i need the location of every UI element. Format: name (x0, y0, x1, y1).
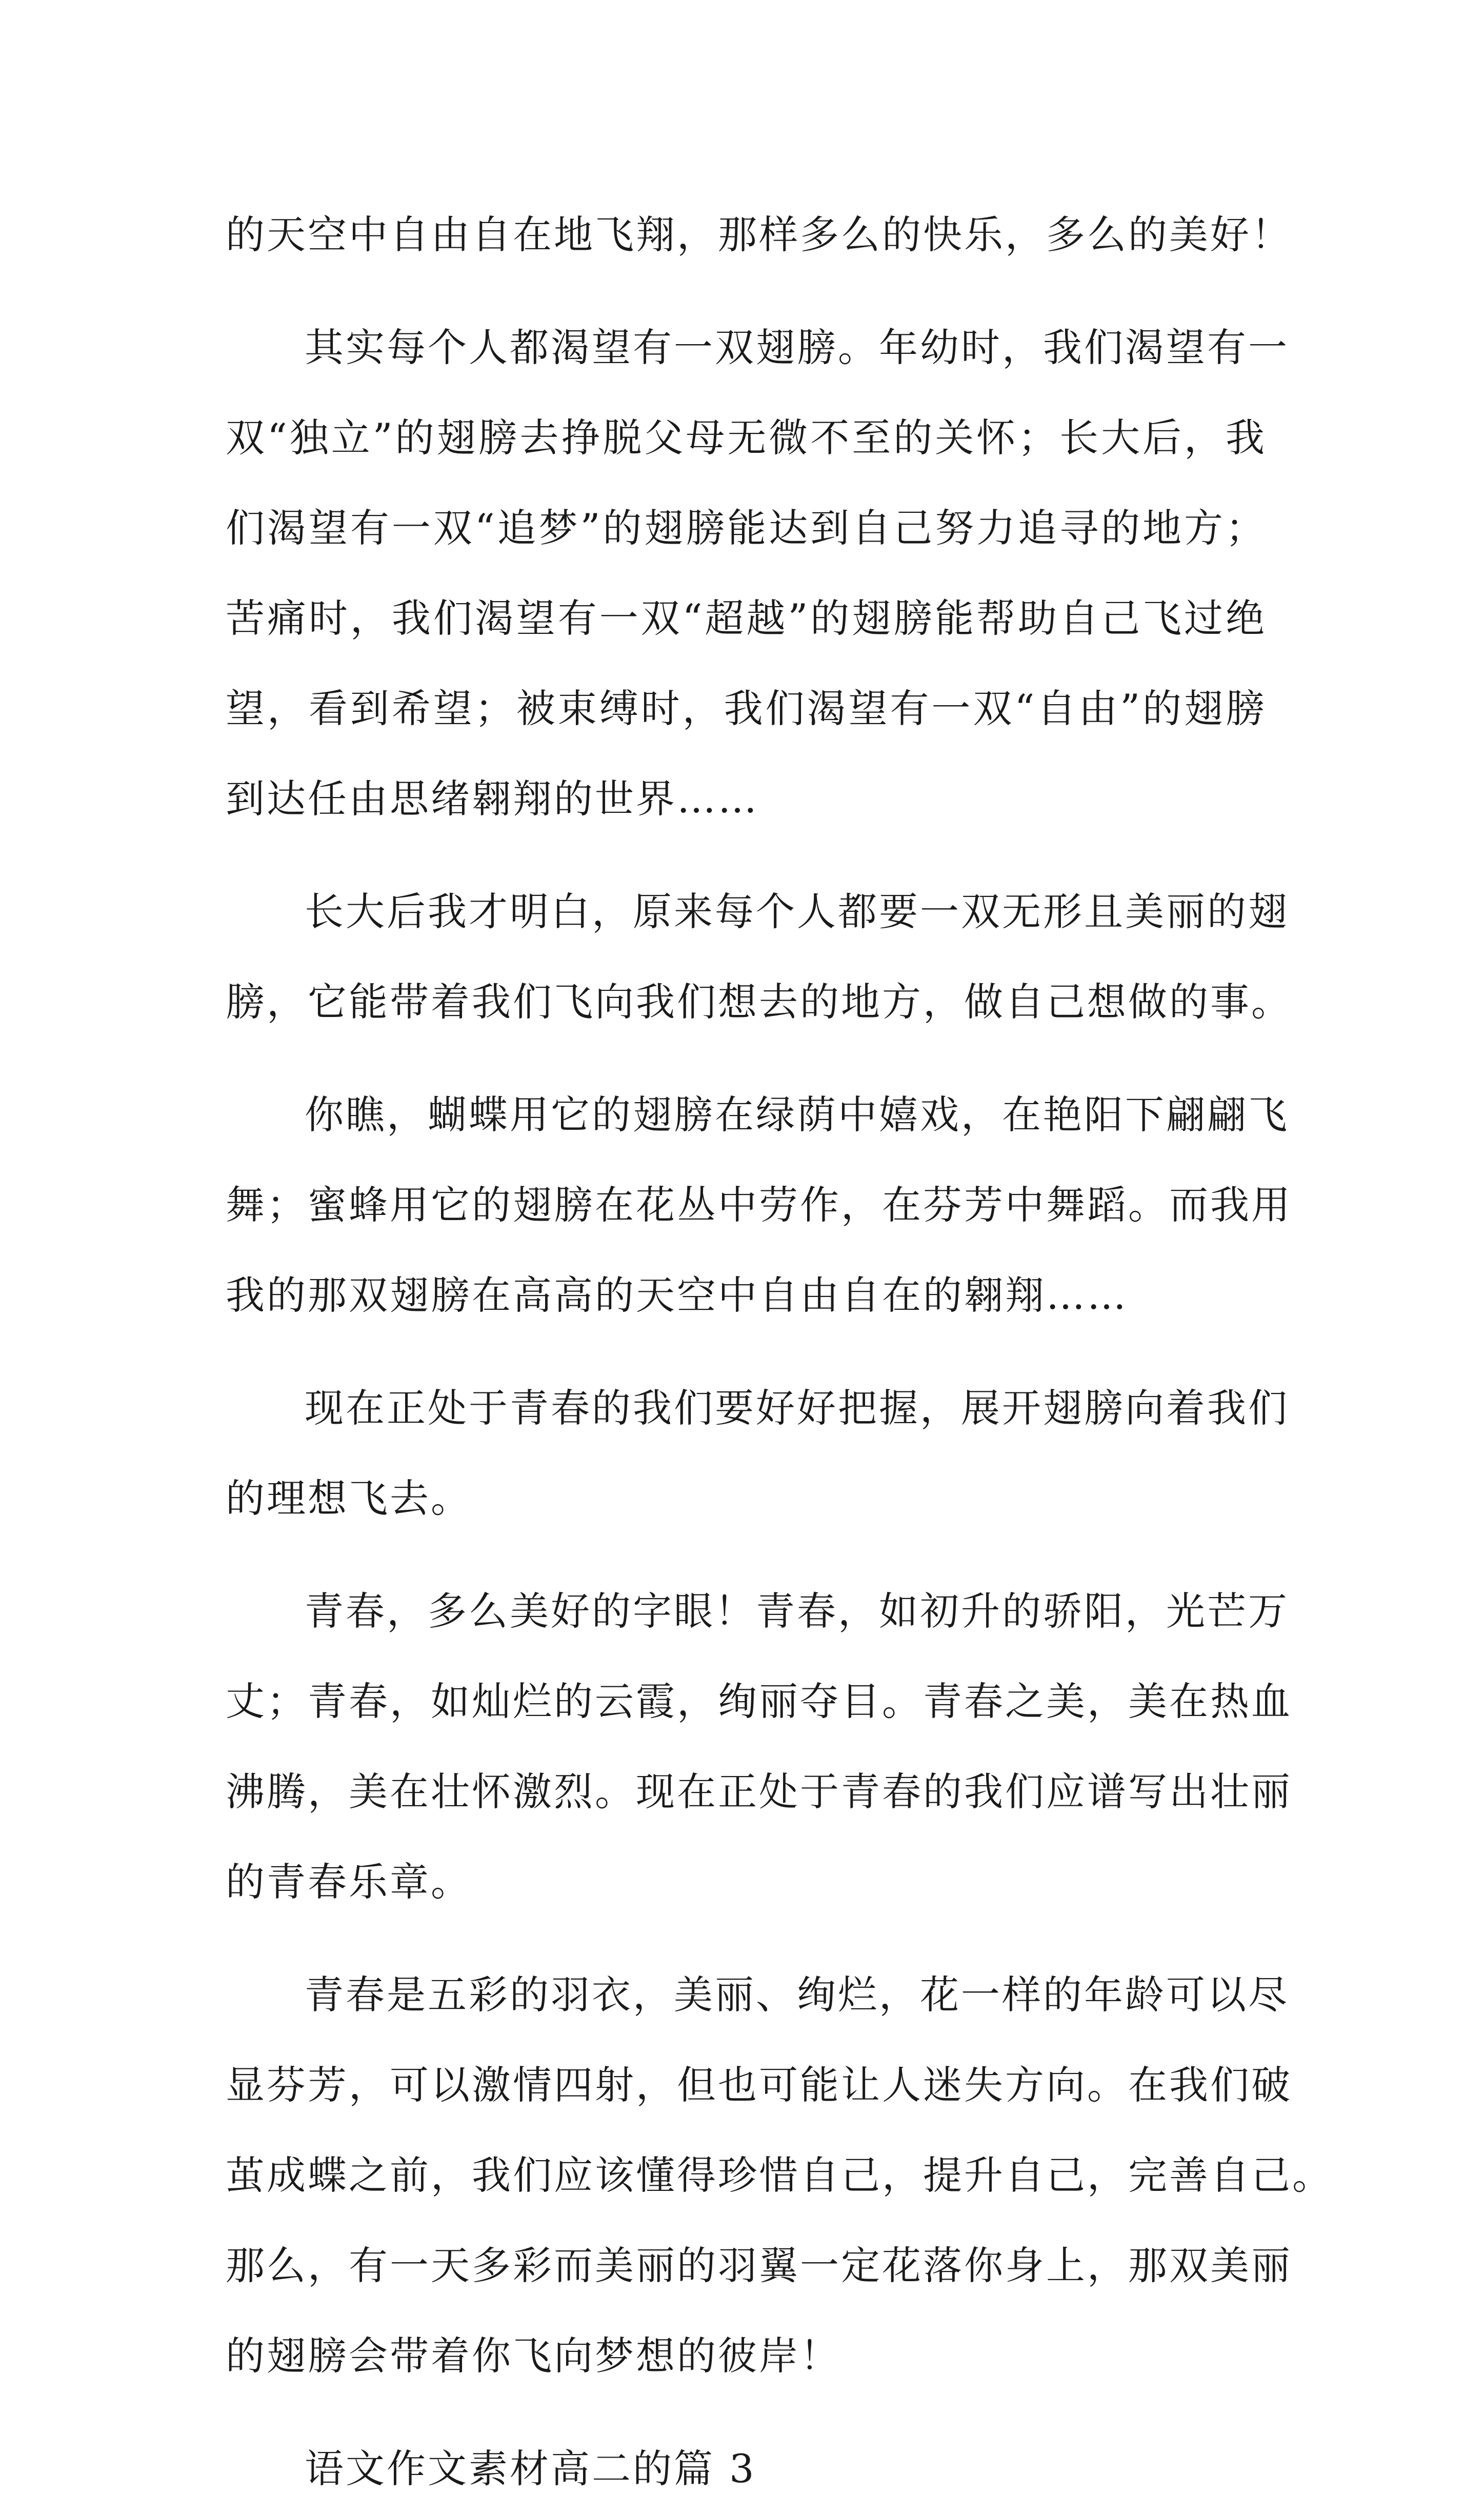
paragraph-gap (226, 1047, 1267, 1070)
text-line: 沸腾，美在壮怀激烈。现在正处于青春的我们应谱写出壮丽 (226, 1769, 1292, 1814)
text-line: 青春是五彩的羽衣，美丽、绚烂，花一样的年龄可以尽 (305, 1972, 1289, 2018)
text-line: 的翅膀会带着你飞向梦想的彼岸！ (226, 2333, 841, 2379)
text-line: 其实每个人都渴望有一双翅膀。年幼时，我们渴望有一 (305, 325, 1289, 370)
paragraph-gap (226, 1544, 1267, 1566)
text-line: 到达任由思绪翱翔的世界…… (226, 776, 759, 822)
paragraph-gap (226, 844, 1267, 867)
text-line: 的天空中自由自在地飞翔，那样多么的快乐，多么的美好！ (226, 212, 1292, 257)
text-line: 那么，有一天多彩而美丽的羽翼一定花落你身上，那双美丽 (226, 2243, 1292, 2288)
text-line: 的青春乐章。 (226, 1859, 472, 1905)
paragraph-gap (226, 280, 1267, 303)
text-line: 的理想飞去。 (226, 1475, 472, 1521)
text-line: 舞；蜜蜂用它的翅膀在花丛中劳作，在芬芳中舞蹈。而我用 (226, 1182, 1292, 1228)
paragraph-gap (226, 1927, 1267, 1950)
paragraph-gap (226, 1341, 1267, 1363)
text-line: 苦痛时，我们渴望有一双“超越”的翅膀能帮助自己飞过绝 (226, 595, 1267, 641)
text-line: 长大后我才明白，原来每个人都要一双无形且美丽的翅 (305, 889, 1289, 934)
essay-body (226, 190, 1333, 2514)
text-line: 望，看到希望；被束缚时，我们渴望有一双“自由”的翅膀 (226, 686, 1267, 731)
text-line: 膀，它能带着我们飞向我们想去的地方，做自己想做的事。 (226, 979, 1292, 1025)
text-line: 我的那双翅膀在高高的天空中自由自在的翱翔…… (226, 1272, 1128, 1318)
text-line: 显芬芳，可以激情四射，但也可能让人迷失方向。在我们破 (226, 2062, 1292, 2108)
paragraph-gap (226, 2401, 1267, 2424)
section-heading: 语文作文素材高二的篇 3 (305, 2446, 756, 2491)
text-line: 你瞧，蝴蝶用它的翅膀在绿荫中嬉戏，在艳阳下翩翩飞 (305, 1092, 1289, 1138)
text-line: 现在正处于青春的我们要好好把握，展开翅膀向着我们 (305, 1385, 1289, 1431)
text-line: 茧成蝶之前，我们应该懂得珍惜自己，提升自己，完善自己。 (226, 2152, 1333, 2198)
text-line: 青春，多么美好的字眼！青春，如初升的骄阳，光芒万 (305, 1588, 1289, 1634)
text-line: 丈；青春，如灿烂的云霞，绚丽夺目。青春之美，美在热血 (226, 1679, 1292, 1724)
text-line: 们渴望有一双“追梦”的翅膀能达到自己努力追寻的地方； (226, 505, 1267, 551)
text-line: 双“独立”的翅膀去挣脱父母无微不至的关怀；长大后，我 (226, 415, 1267, 461)
